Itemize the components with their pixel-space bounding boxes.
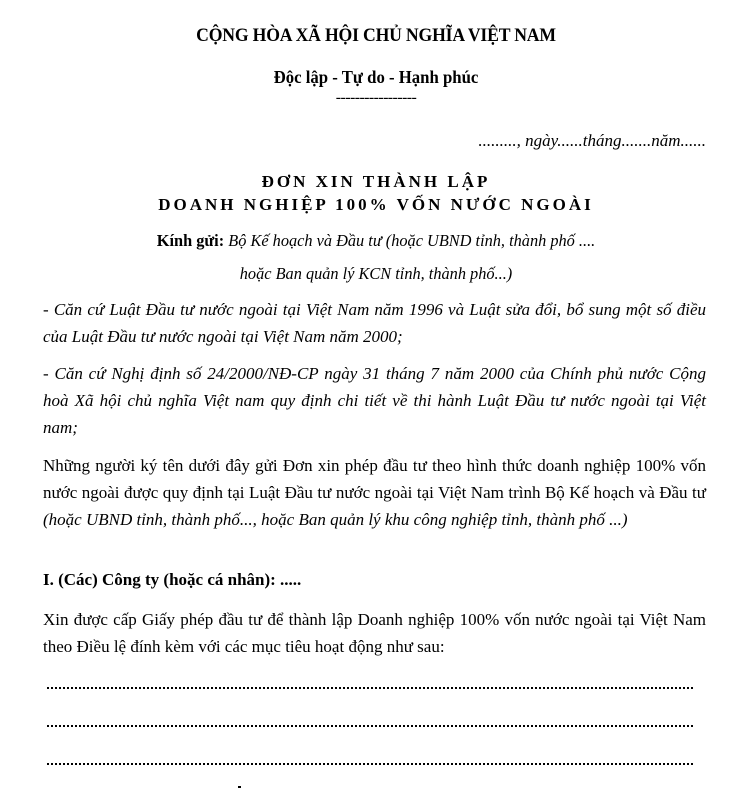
recipient-line-2: hoặc Ban quản lý KCN tỉnh, thành phố...) (239, 264, 513, 283)
legal-basis-1: - Căn cứ Luật Đầu tư nước ngoài tại Việt Nam năm 1996 và Luật sửa đổi, bổ sung một số điều của Luật Đầu tư nước ngoài tại Việt Nam năm 2000; (43, 300, 706, 346)
national-motto: Độc lập - Tự do - Hạnh phúc (273, 67, 479, 87)
date-line: ........., ngày......tháng.......năm...... (478, 131, 706, 150)
recipient-name: Bộ Kế hoạch và Đầu tư (hoặc UBND tỉnh, thành phố .... (224, 231, 596, 250)
recipient-line-1 (15, 231, 737, 251)
section-1-heading: I. (Các) Công ty (hoặc cá nhân): ..... (43, 570, 302, 589)
document-title-line1: ĐƠN XIN THÀNH LẬP (261, 172, 491, 191)
document-title-line2: DOANH NGHIỆP 100% VỐN NƯỚC NGOÀI (158, 195, 594, 214)
blank-fill-line-2[interactable] (47, 725, 693, 727)
recipient-label: Kính gửi: (156, 231, 225, 250)
intro-text: Những người ký tên dưới đây gửi Đơn xin phép đầu tư theo hình thức doanh nghiệp 100% vốn nước ngoài được quy định tại Luật Đầu tư nước ngoài tại Việt Nam trình Bộ Kế hoạch và Đầu tư (43, 456, 706, 502)
cut-off-text-fragment (238, 786, 241, 788)
legal-basis-2: - Căn cứ Nghị định số 24/2000/NĐ-CP ngày 31 tháng 7 năm 2000 của Chính phủ nước Cộng hoà Xã hội chủ nghĩa Việt nam quy định chi tiết về thi hành Luật Đầu tư nước ngoài tại Việt nam; (43, 364, 706, 437)
blank-fill-line-3[interactable] (47, 763, 693, 765)
blank-fill-line-1[interactable] (47, 687, 693, 689)
intro-paragraph (43, 452, 706, 533)
header-separator: ----------------- (335, 89, 417, 106)
national-title: CỘNG HÒA XÃ HỘI CHỦ NGHĨA VIỆT NAM (196, 25, 556, 46)
document-title (0, 170, 752, 216)
request-paragraph: Xin được cấp Giấy phép đầu tư để thành lập Doanh nghiệp 100% vốn nước ngoài tại Việt Nam theo Điều lệ đính kèm với các mục tiêu hoạt động như sau: (43, 610, 706, 656)
intro-text-italic: (hoặc UBND tỉnh, thành phố..., hoặc Ban quản lý khu công nghiệp tỉnh, thành phố ...) (43, 510, 628, 529)
